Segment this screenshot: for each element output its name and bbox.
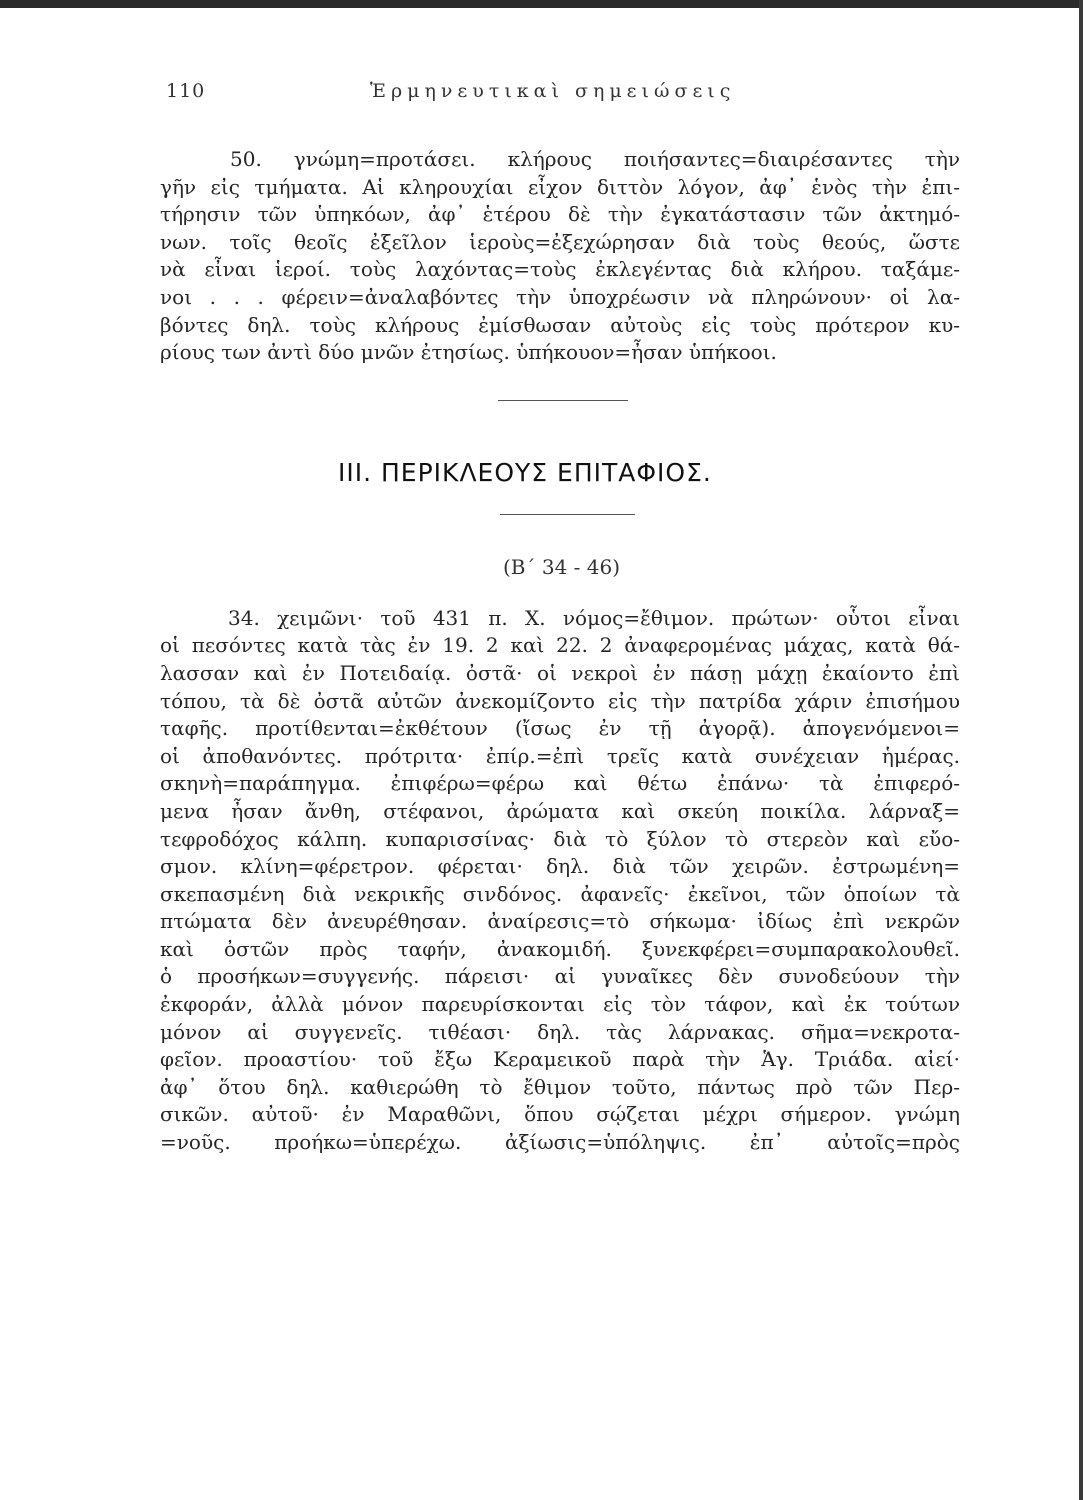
text-line: λασσαν καὶ ἐν Ποτειδαίᾳ. ὀστᾶ· οἱ νεκροὶ ἐν πάσῃ μάχῃ ἐκαίοντο ἐπὶ — [160, 660, 960, 685]
text-line: νοι . . . φέρειν=ἀναλαβόντες τὴν ὑποχρέωσιν νὰ πληρώνουν· οἱ λα- — [160, 284, 960, 309]
text-line: τόπου, τὰ δὲ ὀστᾶ αὐτῶν ἀνεκομίζοντο εἰς τὴν πατρίδα χάριν ἐπισήμου — [160, 688, 960, 713]
text-line: καὶ ὀστῶν πρὸς ταφήν, ἀνακομιδή. ξυνεκφέρει=συμπαρακολουθεῖ. — [160, 936, 960, 961]
text-line: σικῶν. αὐτοῦ· ἐν Μαραθῶνι, ὅπου σῴζεται μέχρι σήμερον. γνώμη — [160, 1102, 960, 1127]
text-line: σκηνὴ=παράπηγμα. ἐπιφέρω=φέρω καὶ θέτω ἐπάνω· τὰ ἐπιφερό- — [160, 771, 960, 796]
commentary-section-34 — [160, 605, 960, 1157]
commentary-section-50 — [160, 146, 960, 367]
text-line: ρίους των ἀντὶ δύο μνῶν ἐτησίως. ὑπήκουον=ἦσαν ὑπήκοοι. — [160, 340, 777, 365]
text-line: γῆν εἰς τμήματα. Αἱ κληρουχίαι εἶχον διττὸν λόγον, ἀφ᾽ ἑνὸς τὴν ἐπι- — [160, 174, 960, 199]
text-line: πτώματα δὲν ἀνευρέθησαν. ἀναίρεσις=τὸ σήκωμα· ἰδίως ἐπὶ νεκρῶν — [160, 909, 960, 934]
text-line: σκεπασμένη διὰ νεκρικῆς σινδόνος. ἀφανεῖς· ἐκεῖνοι, τῶν ὁποίων τὰ — [160, 881, 960, 906]
scan-top-edge — [0, 0, 1083, 8]
text-line: ἀφ᾽ ὅτου δηλ. καθιερώθη τὸ ἔθιμον τοῦτο, πάντως πρὸ τῶν Περ- — [160, 1074, 960, 1099]
text-line: μενα ἦσαν ἄνθη, στέφανοι, ἀρώματα καὶ σκεύη ποικίλα. λάρναξ= — [160, 798, 960, 823]
text-line: νὰ εἶναι ἱεροί. τοὺς λαχόντας=τοὺς ἐκλεγέντας διὰ κλήρου. ταξάμε- — [160, 257, 960, 282]
text-line: 34. χειμῶνι· τοῦ 431 π. Χ. νόμος=ἔθιμον. πρώτων· οὗτοι εἶναι — [228, 605, 960, 630]
heading-divider — [500, 514, 635, 515]
page-number: 110 — [166, 80, 206, 102]
text-line: οἱ ἀποθανόντες. πρότριτα· ἐπίρ.=ἐπὶ τρεῖς κατὰ συνέχειαν ἡμέρας. — [160, 743, 960, 768]
text-line: νων. τοῖς θεοῖς ἐξεῖλον ἱεροὺς=ἐξεχώρησαν διὰ τοὺς θεούς, ὥστε — [160, 229, 960, 254]
text-line: ὁ προσήκων=συγγενής. πάρεισι· αἱ γυναῖκες δὲν συνοδεύουν τὴν — [160, 964, 960, 989]
book-page — [160, 80, 960, 1157]
text-line: οἱ πεσόντες κατὰ τὰς ἐν 19. 2 καὶ 22. 2 ἀναφερομένας μάχας, κατὰ θά- — [160, 633, 960, 658]
text-line: φεῖον. προαστίου· τοῦ ἔξω Κεραμεικοῦ παρὰ τὴν Ἁγ. Τριάδα. αἰεί· — [160, 1047, 960, 1072]
section-divider — [498, 400, 628, 401]
text-line: 50. γνώμη=προτάσει. κλήρους ποιήσαντες=διαιρέσαντες τὴν — [230, 147, 960, 171]
text-line: μόνον αἱ συγγενεῖς. τιθέασι· δηλ. τὰς λάρνακας. σῆμα=νεκροτα- — [160, 1019, 960, 1044]
running-title: Ἑρμηνευτικαὶ σημειώσεις — [370, 80, 736, 102]
text-line: σμον. κλίνη=φέρετρον. φέρεται· δηλ. διὰ τῶν χειρῶν. ἐστρωμένη= — [160, 854, 960, 879]
text-line: τεφροδόχος κάλπη. κυπαρισσίνας· διὰ τὸ ξύλον τὸ στερεὸν καὶ εὔο- — [160, 826, 960, 851]
chapter-reference: (Β΄ 34 - 46) — [503, 554, 621, 579]
scan-right-edge — [1079, 0, 1083, 1500]
text-line: τήρησιν τῶν ὑπηκόων, ἀφ᾽ ἑτέρου δὲ τὴν ἐγκατάστασιν τῶν ἀκτημό- — [160, 202, 960, 227]
text-line: βόντες δηλ. τοὺς κλήρους ἐμίσθωσαν αὐτοὺς εἰς τοὺς πρότερον κυ- — [160, 312, 960, 337]
text-line: ταφῆς. προτίθενται=ἐκθέτουν (ἴσως ἐν τῇ ἀγορᾷ). ἀπογενόμενοι= — [160, 716, 960, 741]
text-line: ἐκφοράν, ἀλλὰ μόνον παρευρίσκονται εἰς τὸν τάφον, καὶ ἐκ τούτων — [160, 992, 960, 1017]
running-header — [160, 80, 960, 120]
chapter-heading: III. ΠΕΡΙΚΛΕΟΥΣ ΕΠΙΤΑΦΙΟΣ. — [338, 457, 712, 487]
text-line: =νοῦς. προήκω=ὑπερέχω. ἀξίωσις=ὑπόληψις. ἐπ᾽ αὐτοῖς=πρὸς — [160, 1130, 960, 1155]
